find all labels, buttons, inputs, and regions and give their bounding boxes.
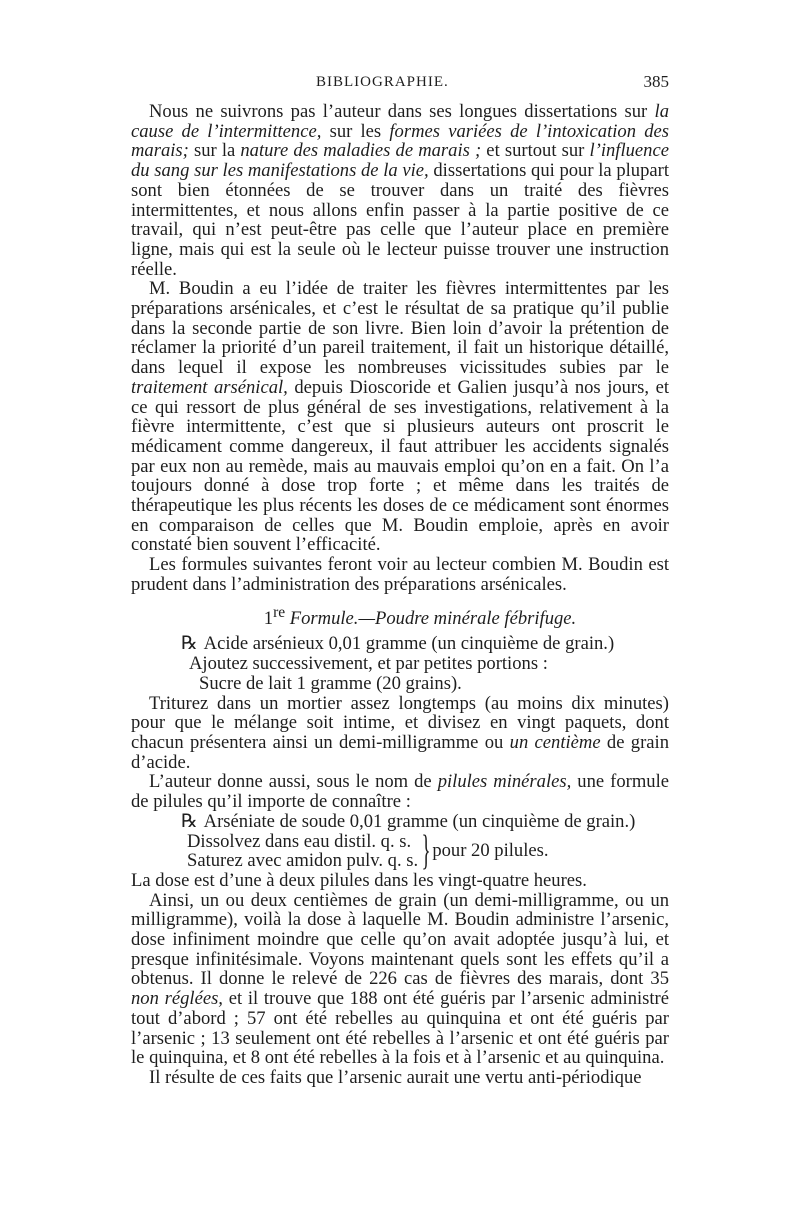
paragraph-3: Les formules suivantes feront voir au lecteur combien M. Boudin est prudent dans l’administration des préparations arsénicales.: [131, 554, 669, 595]
text-run: Ainsi, un ou deux centièmes de grain (un demi-milligramme, ou un milligramme), voilà la dose à laquelle M. Boudin administre l’arsenic, dose infiniment moindre que celle qu’on avait adoptée jusqu’à lui, et presque infinitésimale. Voyons maintenant quels sont les effets qu’il a obtenus. Il donne le relevé de 226 cas de fièvres des marais, dont 35: [131, 889, 669, 990]
text-run: et il trouve que 188 ont été guéris par l’arsenic administré tout d’abord ; 57 ont été rebelles au quinquina et ont été guéris par l’arsenic ; 13 seulement ont été rebelles à l’arsenic et ont été guéris par le quinquina, et 8 ont été rebelles à la fois et à l’arsenic et au quinquina.: [131, 988, 670, 1069]
text-run: M. Boudin a eu l’idée de traiter les fièvres intermittentes par les préparations arsénicales, et c’est le résultat de sa pratique qu’il publie dans la seconde partie de son livre. Bien loin d’avoir la prétention de réclamer la priorité d’un pareil traitement, il fait un historique détaillé, dans lequel il expose les nombreuses vicissitudes subies par le: [131, 278, 669, 379]
recipe-icon: ℞: [181, 633, 198, 655]
italic-run: non réglées,: [131, 988, 223, 1010]
body-text: [131, 102, 669, 1088]
italic-run: un centième: [509, 731, 601, 753]
formula-2-line-1: [131, 812, 669, 832]
page-header: [131, 70, 669, 98]
formula-1-line-3: Sucre de lait 1 gramme (20 grains).: [199, 672, 462, 694]
formula-line: Acide arsénieux 0,01 gramme (un cinquième de grain.): [203, 633, 615, 655]
italic-run: formes variées de l’intoxication des marais;: [131, 120, 669, 162]
formula-number-suffix: re: [273, 603, 286, 621]
formula-1-heading: [131, 603, 669, 629]
text-run: une formule de pilules qu’il importe de connaître :: [131, 771, 669, 813]
paragraph-5: [131, 772, 669, 811]
text-run: sur les: [321, 120, 390, 142]
italic-run: la cause de l’intermittence,: [131, 101, 669, 142]
right-brace-icon: }: [421, 828, 431, 875]
text-run: sur la: [188, 140, 241, 162]
recipe-icon: ℞: [181, 810, 198, 832]
formula-1-line-2: Ajoutez successivement, et par petites portions :: [189, 653, 548, 675]
formula-line: Dissolvez dans eau distil. q. s.: [187, 830, 412, 852]
italic-run: pilules minérales,: [437, 771, 572, 793]
text-run: depuis Dioscoride et Galien jusqu’à nos jours, et ce qui ressort de plus général de ses investigations, relativement à la fièvre intermittente, c’est que si plusieurs auteurs ont proscrit le médicament comme dangereux, il faut attribuer les accidents signalés par eux non au remède, mais au mauvais emploi qu’on en a fait. On l’a toujours donné à dose trop forte ; et même dans les traités de thérapeutique les plus récents les doses de ce médicament sont énormes en comparaison de celles que M. Boudin emploie, après en avoir constaté bien souvent l’efficacité.: [131, 376, 669, 556]
paragraph-8: Il résulte de ces faits que l’arsenic aurait une vertu anti-périodique: [149, 1066, 642, 1088]
paragraph-7: [131, 891, 669, 1068]
paragraph-4: [131, 694, 669, 773]
paragraph-1: [131, 102, 669, 279]
text-run: dissertations qui pour la plupart sont bien étonnées de se trouver dans un traité des fièvres intermittentes, et nous allons enfin passer à la partie positive de ce travail, qui n’est peut-être pas celle que l’auteur place en première ligne, mais qui est la seule où le lecteur puisse trouver une instruction réelle.: [131, 160, 669, 280]
formula-line: Saturez avec amidon pulv. q. s.: [187, 850, 419, 872]
paragraph-2: [131, 279, 669, 555]
formula-yield: pour 20 pilules.: [432, 840, 549, 862]
formula-2-brace-group: [131, 828, 669, 875]
text-run: Triturez dans un mortier assez longtemps (au moins dix minutes) pour que le mélange soit intime, et divisez en vingt paquets, dont chacun présentera ainsi un demi-milligramme ou: [131, 692, 669, 753]
formula-line: Arséniate de soude 0,01 gramme (un cinquième de grain.): [203, 810, 636, 832]
italic-run: traitement arsénical,: [131, 376, 288, 398]
text-run: de grain d’acide.: [131, 731, 670, 773]
text-run: et surtout sur: [481, 140, 590, 162]
paragraph-6: La dose est d’une à deux pilules dans les vingt-quatre heures.: [131, 869, 587, 891]
text-run: Nous ne suivrons pas l’auteur dans ses longues dissertations sur: [149, 101, 655, 122]
italic-run: nature des maladies de marais ;: [240, 140, 482, 162]
running-title: BIBLIOGRAPHIE.: [316, 74, 449, 90]
italic-run: l’influence du sang sur les manifestations de la vie,: [131, 140, 669, 182]
formula-1-line-1: [131, 634, 669, 654]
text-run: L’auteur donne aussi, sous le nom de: [149, 771, 438, 793]
formula-title: Formule.—Poudre minérale fébrifuge.: [285, 607, 577, 629]
formula-2-ingredients: [187, 832, 418, 871]
page-number: 385: [643, 72, 669, 91]
formula-number: 1: [263, 607, 274, 629]
